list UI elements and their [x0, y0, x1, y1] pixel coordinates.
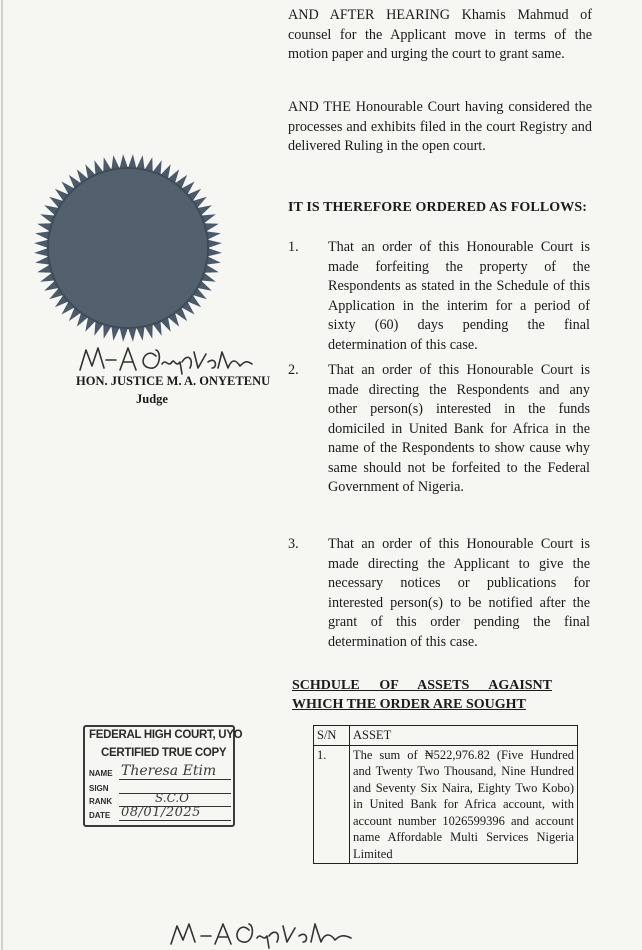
stamp-label-rank: RANK: [89, 797, 113, 806]
order-number: 1.: [288, 239, 299, 255]
order-text: That an order of this Honourable Court is made forfeiting the property of the Respondents as stated in the Schedule of this Application in the interim for a period of sixty (60) days pending the final determination of this case.: [328, 239, 590, 353]
judge-name: HON. JUSTICE M. A. ONYETENU: [76, 374, 271, 388]
table-row: [314, 745, 578, 864]
stamp-line: [119, 779, 231, 780]
stamp-label-date: DATE: [89, 811, 111, 820]
order-number: 3.: [288, 536, 299, 552]
stamp-label-sign: SIGN: [89, 784, 109, 793]
page-fold-line: [1, 0, 3, 950]
stamp-rank-value: S.C.O: [155, 791, 190, 805]
stamp-date-value: 08/01/2025: [121, 805, 201, 820]
certified-true-copy-stamp: [83, 725, 243, 827]
cell-sn: 1.: [314, 745, 350, 864]
stamp-title: FEDERAL HIGH COURT, UYO: [89, 729, 243, 741]
order-number: 2.: [288, 362, 299, 378]
column-header-asset: ASSET: [350, 726, 578, 746]
schedule-heading-line: SCHDULE OF ASSETS AGAISNT: [292, 678, 552, 693]
stamp-label-name: NAME: [89, 769, 113, 778]
table-header-row: [314, 726, 578, 746]
court-considered-paragraph: AND THE Honourable Court having considered the processes and exhibits filed in the court Registry and delivered Ruling in the open court.: [288, 99, 592, 154]
order-text: That an order of this Honourable Court is made directing the Respondents and any other person(s) interested in the funds domiciled in United Bank for Africa in the name of the Respondents to show cause why same should not be forfeited to the Federal Government of Nigeria.: [328, 362, 590, 495]
order-text: That an order of this Honourable Court is made directing the Applicant to give the necessary notices or publications for interested person(s) to be notified after the grant of this order pending the final determination of this case.: [328, 536, 590, 650]
stamp-subtitle: CERTIFIED TRUE COPY: [101, 747, 227, 759]
stamp-name-value: Theresa Etim: [121, 763, 217, 779]
court-seal: [30, 150, 226, 346]
hearing-paragraph: AND AFTER HEARING Khamis Mahmud of counsel for the Applicant move in terms of the motion paper and urging the court to grant same.: [288, 7, 592, 62]
stamp-line: [119, 820, 231, 821]
schedule-heading-line: WHICH THE ORDER ARE SOUGHT: [292, 697, 526, 712]
schedule-heading: [292, 676, 582, 714]
column-header-sn: S/N: [314, 726, 350, 746]
judge-title: Judge: [136, 392, 168, 406]
schedule-table: [313, 725, 578, 864]
order-heading: IT IS THEREFORE ORDERED AS FOLLOWS:: [288, 200, 588, 215]
bottom-signature: [165, 910, 365, 950]
cell-asset: The sum of ₦522,976.82 (Five Hundred and Twenty Two Thousand, Nine Hundred and Seventy Six Naira, Eighty Two Kobo) in United Bank for Africa account, with account number 1026599396 and account name Affordable Multi Services Nigeria Limited: [350, 745, 578, 864]
